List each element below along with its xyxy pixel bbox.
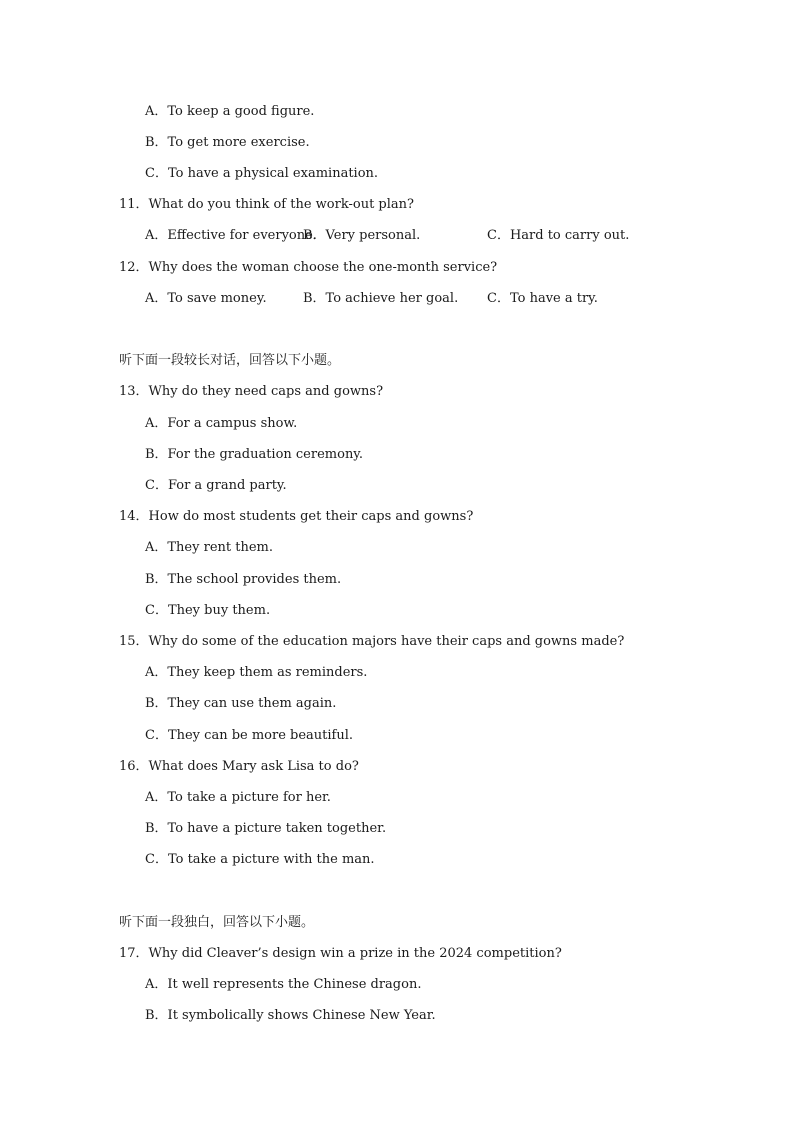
q13-option-b: B．For the graduation ceremony.	[145, 447, 364, 462]
q10-option-b: B．To get more exercise.	[145, 135, 310, 150]
q17-question: 17．Why did Cleaver’s design win a prize in the 2024 competition?	[119, 946, 562, 961]
q12-option-a: A．To save money.	[145, 291, 267, 306]
q16-option-c: C．To take a picture with the man.	[145, 852, 375, 867]
q12-option-c: C．To have a try.	[487, 291, 598, 306]
q10-option-a: A．To keep a good figure.	[145, 104, 315, 119]
q15-question: 15．Why do some of the education majors have their caps and gowns made?	[119, 634, 625, 649]
q11-option-b: B．Very personal.	[303, 228, 421, 243]
q15-option-c: C．They can be more beautiful.	[145, 728, 354, 743]
q11-option-c: C．Hard to carry out.	[487, 228, 630, 243]
q10-option-c: C．To have a physical examination.	[145, 166, 379, 181]
q16-option-b: B．To have a picture taken together.	[145, 821, 387, 836]
q11-question: 11．What do you think of the work-out plan?	[119, 197, 415, 212]
q17-option-b: B．It symbolically shows Chinese New Year.	[145, 1008, 436, 1023]
q15-option-b: B．They can use them again.	[145, 696, 337, 711]
q12-question: 12．Why does the woman choose the one-month service?	[119, 260, 498, 275]
section-heading-dialogue: 听下面一段较长对话，回答以下小题。	[119, 353, 341, 368]
q14-option-a: A．They rent them.	[145, 540, 273, 555]
q12-option-b: B．To achieve her goal.	[303, 291, 459, 306]
q13-question: 13．Why do they need caps and gowns?	[119, 384, 384, 399]
q16-option-a: A．To take a picture for her.	[145, 790, 331, 805]
section-heading-monologue: 听下面一段独白，回答以下小题。	[119, 915, 315, 930]
q13-option-c: C．For a grand party.	[145, 478, 287, 493]
q14-option-b: B．The school provides them.	[145, 572, 342, 587]
q14-question: 14．How do most students get their caps and gowns?	[119, 509, 474, 524]
q16-question: 16．What does Mary ask Lisa to do?	[119, 759, 359, 774]
q13-option-a: A．For a campus show.	[145, 416, 298, 431]
q17-option-a: A．It well represents the Chinese dragon.	[145, 977, 422, 992]
q15-option-a: A．They keep them as reminders.	[145, 665, 368, 680]
q14-option-c: C．They buy them.	[145, 603, 271, 618]
q11-option-a: A．Effective for everyone.	[145, 228, 317, 243]
